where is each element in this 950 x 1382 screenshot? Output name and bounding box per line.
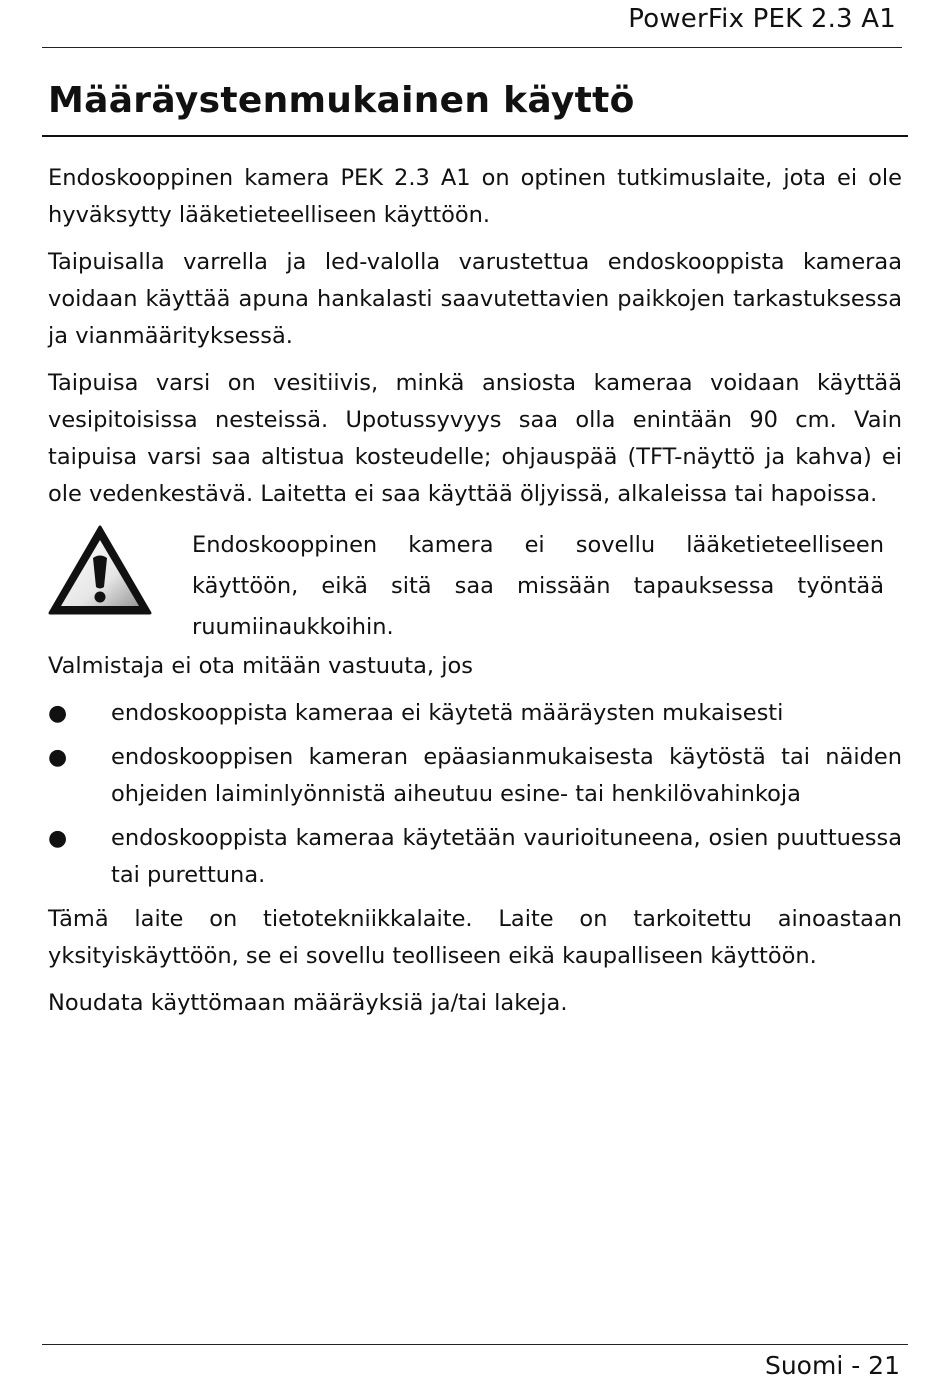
- footer-divider: [42, 1344, 908, 1345]
- list-item-text: endoskooppista kameraa käytetään vaurioituneena, osien puuttuessa tai purettuna.: [111, 825, 902, 888]
- paragraph-device-type: Tämä laite on tietotekniikkalaite. Laite on tarkoitettu ainoastaan yksityiskäyttöön, se ei sovellu teolliseen eikä kaupalliseen käyttöön.: [48, 906, 902, 969]
- liability-list: [48, 695, 902, 894]
- paragraph-usage: Taipuisalla varrella ja led-valolla varustettua endoskooppista kameraa voidaan käyttää apuna hankalasti saavutettavien paikkojen tarkastuksessa ja vianmäärityksessä.: [48, 249, 902, 349]
- page-body: [48, 160, 902, 1032]
- warning-triangle-icon: [48, 525, 152, 617]
- list-item-text: endoskooppisen kameran epäasianmukaisesta käytöstä tai näiden ohjeiden laiminlyönnistä aiheutuu esine- tai henkilövahinkoja: [111, 744, 902, 807]
- bullet-icon: ●: [48, 745, 68, 770]
- warning-notice: [48, 525, 902, 648]
- page-number: Suomi - 21: [764, 1351, 900, 1380]
- header-divider: [42, 47, 902, 48]
- liability-intro: Valmistaja ei ota mitään vastuuta, jos: [48, 653, 473, 679]
- list-item: [48, 695, 902, 732]
- list-item: [48, 820, 902, 894]
- paragraph-waterproof: Taipuisa varsi on vesitiivis, minkä ansiosta kameraa voidaan käyttää vesipitoisissa nesteissä. Upotussyvyys saa olla enintään 90 cm. Vain taipuisa varsi saa altistua kosteudelle; ohjauspää (TFT-näyttö ja kahva) ei ole vedenkestävä. Laitetta ei saa käyttää öljyissä, alkaleissa tai hapoissa.: [48, 370, 902, 507]
- list-item-text: endoskooppista kameraa ei käytetä määräysten mukaisesti: [111, 700, 784, 726]
- section-title: Määräystenmukainen käyttö: [48, 80, 635, 121]
- bullet-icon: ●: [48, 701, 68, 726]
- warning-text: Endoskooppinen kamera ei sovellu lääketieteelliseen käyttöön, eikä sitä saa missään tapauksessa työntää ruumiinaukkoihin.: [192, 532, 884, 640]
- list-item: [48, 739, 902, 813]
- bullet-icon: ●: [48, 826, 68, 851]
- paragraph-intro: Endoskooppinen kamera PEK 2.3 A1 on optinen tutkimuslaite, jota ei ole hyväksytty lääketieteelliseen käyttöön.: [48, 165, 902, 228]
- paragraph-regulations: Noudata käyttömaan määräyksiä ja/tai lakeja.: [48, 990, 568, 1016]
- running-header: PowerFix PEK 2.3 A1: [628, 4, 896, 34]
- title-divider: [42, 135, 908, 137]
